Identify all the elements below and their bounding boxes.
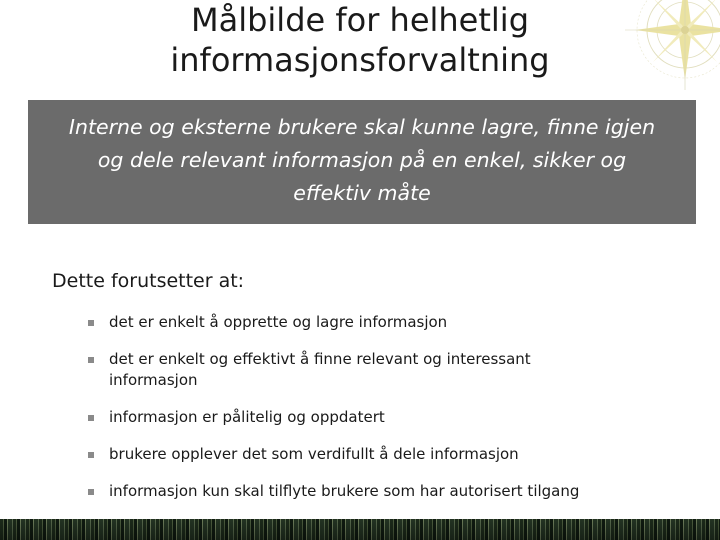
banner-line-1: Interne og eksterne brukere skal kunne lagre, finne igjen [68,115,656,139]
lead-text: Dette forutsetter at: [52,270,245,292]
list-item [88,481,688,502]
list-item [88,444,688,465]
list-item-text: det er enkelt og effektivt å finne relevant og interessant [109,350,531,368]
goal-statement-banner [28,100,696,224]
list-item-text-continued: informasjon [109,371,198,389]
list-item-text: det er enkelt å opprette og lagre informasjon [109,313,448,331]
list-item-text: informasjon kun skal tilflyte brukere som har autorisert tilgang [109,482,580,500]
square-bullet-icon [88,489,94,495]
prerequisite-list [88,312,688,518]
banner-line-3: effektiv måte [293,181,431,205]
square-bullet-icon [88,452,94,458]
slide-title [110,0,610,80]
square-bullet-icon [88,320,94,326]
list-item-text: informasjon er pålitelig og oppdatert [109,408,385,426]
list-item [88,407,688,428]
square-bullet-icon [88,357,94,363]
square-bullet-icon [88,415,94,421]
goal-statement-text [28,111,696,210]
footer-decorative-strip [0,519,720,540]
title-line-2: informasjonsforvaltning [170,41,550,79]
list-item [88,349,688,391]
list-item [88,312,688,333]
title-line-1: Målbilde for helhetlig [190,1,529,39]
list-item-text: brukere opplever det som verdifullt å dele informasjon [109,445,519,463]
banner-line-2: og dele relevant informasjon på en enkel, sikker og [97,148,627,172]
